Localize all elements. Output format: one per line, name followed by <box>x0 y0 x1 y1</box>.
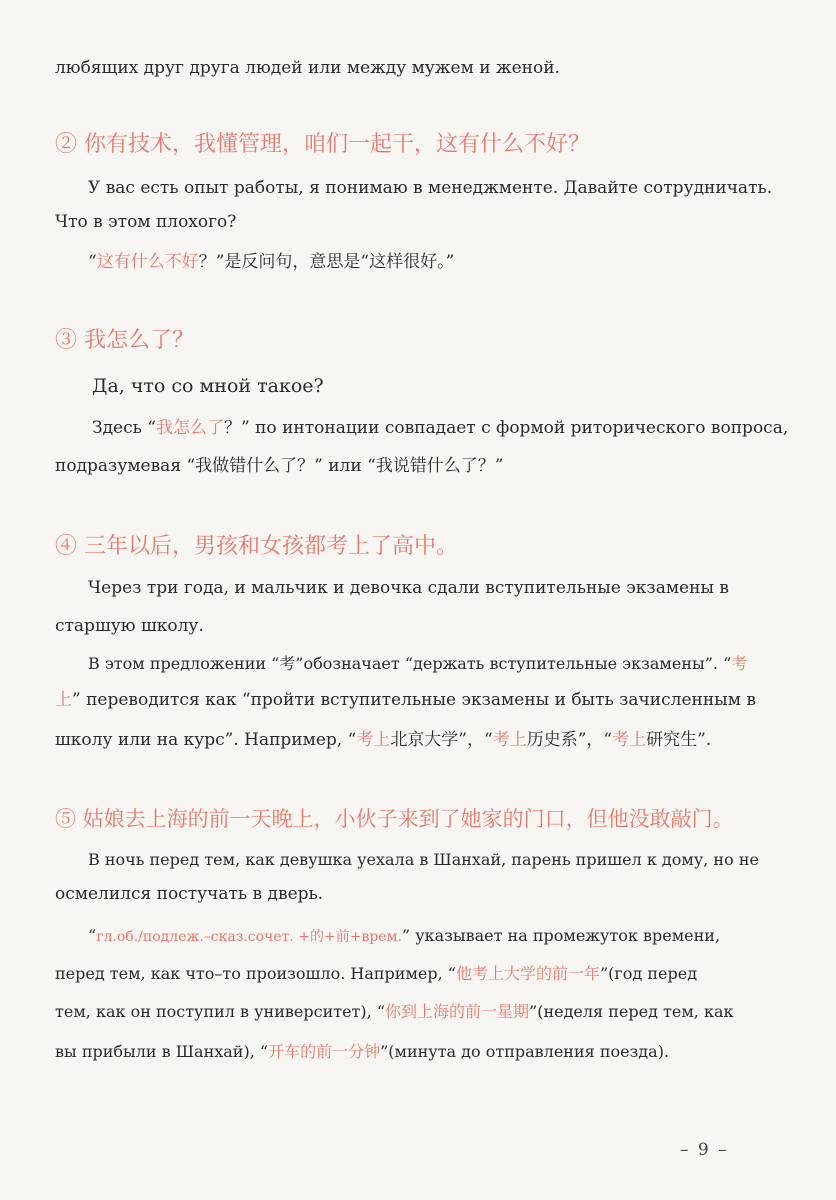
example-4-note-line-3 <box>55 728 711 752</box>
intro-line: любящих друг друга людей или между мужем и женой. <box>55 58 560 78</box>
note-text: ”(год перед <box>599 964 698 983</box>
page-number: – 9 – <box>680 1140 729 1160</box>
note-text: В этом предложении “考”обозначает “держать вступительные экзамены”. “ <box>88 654 732 673</box>
note-text: перед тем, как что–то произошло. Например, “ <box>55 964 456 983</box>
example-5-note-line-2 <box>55 962 697 986</box>
note-text: ？” по интонации совпадает с формой риторического вопроса, <box>224 418 789 438</box>
note-highlight: 这有什么不好 <box>96 252 199 272</box>
example-3-heading: ③ 我怎么了？ <box>55 328 194 353</box>
note-highlight: 上 <box>55 690 72 710</box>
note-text: ”(минута до отправления поезда). <box>380 1042 670 1061</box>
example-5-heading: ⑤ 姑娘去上海的前一天晚上，小伙子来到了她家的门口，但他没敢敲门。 <box>55 807 734 831</box>
example-2-note <box>88 250 454 274</box>
note-highlight: 考上 <box>492 730 527 750</box>
note-highlight: гл.об./подлеж.–сказ.сочет. +的+前+врем. <box>96 929 402 945</box>
example-4-heading: ④ 三年以后，男孩和女孩都考上了高中。 <box>55 534 458 559</box>
example-4-note-line-2 <box>55 688 756 712</box>
note-text: ” переводится как “пройти вступительные экзамены и быть зачисленным в <box>72 690 756 710</box>
note-text: 历史系”，“ <box>526 730 613 750</box>
example-3-translation: Да, что со мной такое? <box>92 375 324 397</box>
note-highlight: 开车的前一分钟 <box>268 1042 381 1061</box>
note-highlight: 考上 <box>612 730 647 750</box>
example-3-note-line-1 <box>92 416 788 440</box>
example-2-heading: ② 你有技术，我懂管理，咱们一起干，这有什么不好？ <box>55 132 590 157</box>
note-highlight: 他考上大学的前一年 <box>455 964 600 983</box>
example-2-translation-line-1: У вас есть опыт работы, я понимаю в менеджменте. Давайте сотрудничать. <box>88 178 773 198</box>
example-4-note-line-1 <box>88 652 747 676</box>
example-3-note-line-2: подразумевая “我做错什么了？” или “我说错什么了？” <box>55 456 504 476</box>
example-5-note-line-1 <box>88 924 720 949</box>
example-2-translation-line-2: Что в этом плохого? <box>55 212 237 232</box>
example-5-translation-line-2: осмелился постучать в дверь. <box>55 884 324 904</box>
note-text: ”(неделя перед тем, как <box>529 1002 734 1021</box>
note-text: тем, как он поступил в университет), “ <box>55 1002 385 1021</box>
note-highlight: 你到上海的前一星期 <box>385 1002 530 1021</box>
example-5-note-line-3 <box>55 1000 734 1024</box>
quote-mark: “ <box>88 926 97 945</box>
example-4-translation-line-1: Через три года, и мальчик и девочка сдали вступительные экзамены в <box>88 578 729 598</box>
note-text: 北京大学”，“ <box>390 730 493 750</box>
note-text: школу или на курс”. Например, “ <box>55 730 357 750</box>
note-text: ” указывает на промежуток времени, <box>401 926 721 945</box>
note-text: 研究生”. <box>646 730 712 750</box>
note-text: ？”是反问句，意思是“这样很好。” <box>198 252 455 272</box>
example-4-translation-line-2: старшую школу. <box>55 616 204 636</box>
note-highlight: 我怎么了 <box>156 418 224 438</box>
note-highlight: 考 <box>731 654 748 673</box>
example-5-translation-line-1: В ночь перед тем, как девушка уехала в Шанхай, парень пришел к дому, но не <box>88 850 759 869</box>
quote-mark: “ <box>88 252 97 272</box>
note-text: Здесь “ <box>92 418 156 438</box>
note-highlight: 考上 <box>356 730 391 750</box>
note-text: вы прибыли в Шанхай), “ <box>55 1042 269 1061</box>
example-5-note-line-4 <box>55 1040 669 1064</box>
